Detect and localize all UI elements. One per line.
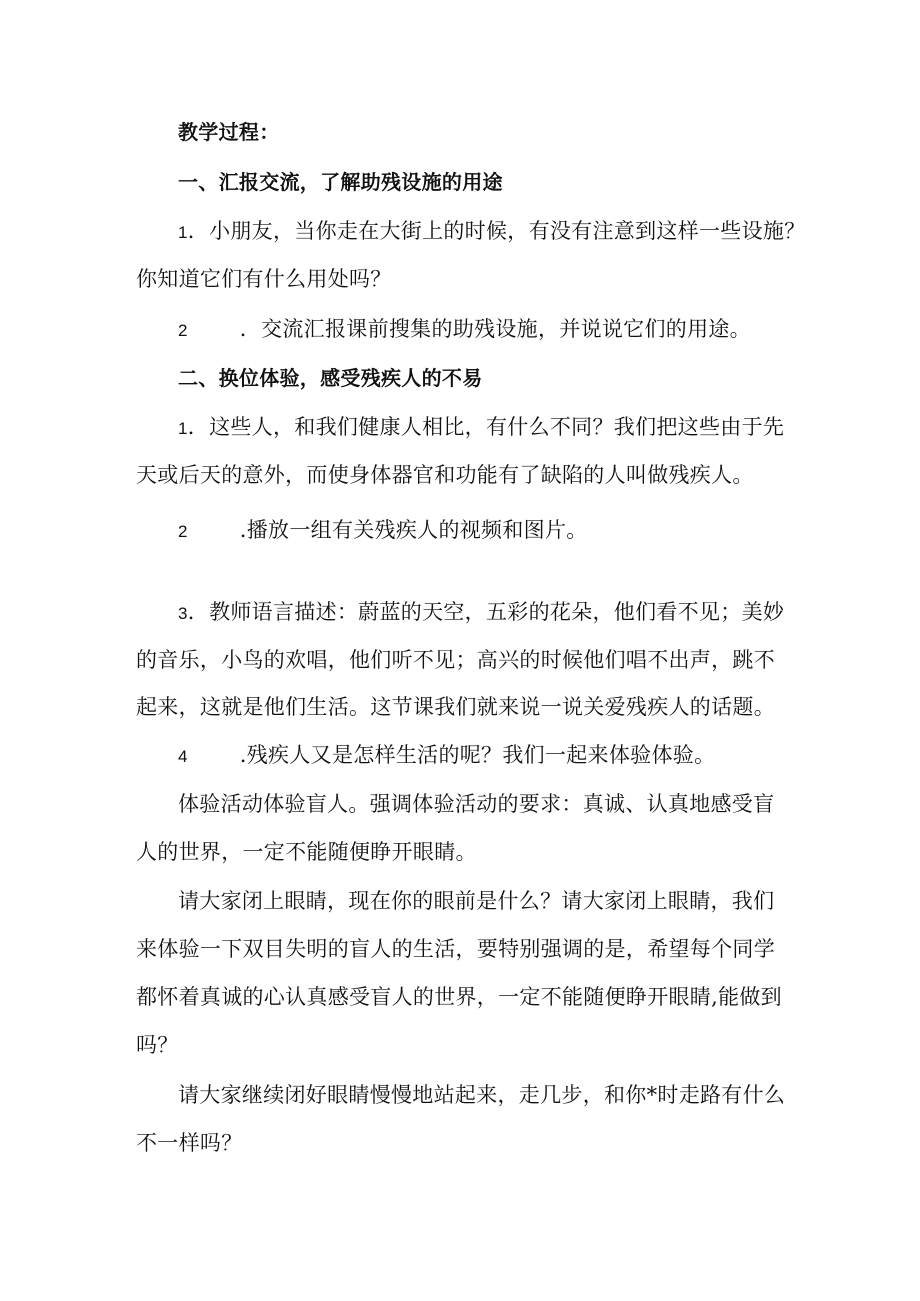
item-text: .播放一组有关残疾人的视频和图片。 (239, 518, 588, 542)
item-number: 2 (178, 522, 188, 541)
paragraph-blind-1-line-2: 人的世界，一定不能随便睁开眼睛。 (136, 840, 477, 864)
section-heading-1: 一、汇报交流，了解助残设施的用途 (178, 170, 503, 194)
item-number: 3 (178, 604, 188, 623)
item-text: ．小朋友，当你走在大街上的时候，有没有注意到这样一些设施？ (187, 219, 806, 243)
paragraph-blind-3-line-2: 不一样吗？ (136, 1131, 243, 1155)
paragraph-blind-1-line-1: 体验活动体验盲人。强调体验活动的要求：真诚、认真地感受盲 (178, 792, 775, 816)
paragraph-2-3-line-1 (178, 598, 784, 628)
paragraph-2-4 (178, 741, 715, 771)
paragraph-blind-2-line-1: 请大家闭上眼睛，现在你的眼前是什么？请大家闭上眼睛，我们 (178, 889, 775, 913)
item-text: .残疾人又是怎样生活的呢？我们一起来体验体验。 (239, 743, 716, 767)
item-number: 4 (178, 747, 188, 766)
paragraph-1-2 (178, 315, 751, 345)
paragraph-2-2 (178, 516, 588, 546)
paragraph-blind-3-line-1: 请大家继续闭好眼睛慢慢地站起来，走几步，和你*时走路有什么 (178, 1083, 786, 1107)
section-heading-2: 二、换位体验，感受残疾人的不易 (178, 366, 483, 390)
section-title: 教学过程： (178, 120, 280, 144)
paragraph-1-1-line-1 (178, 217, 805, 247)
paragraph-1-1-line-2: 你知道它们有什么用处吗？ (136, 267, 392, 291)
paragraph-blind-2-line-2: 来体验一下双目失明的盲人的生活，要特别强调的是，希望每个同学 (136, 937, 775, 961)
paragraph-2-3-line-2: 的音乐，小鸟的欢唱，他们听不见；高兴的时候他们唱不出声，跳不 (136, 648, 775, 672)
item-number: 1 (178, 223, 188, 242)
item-number: 1 (178, 419, 188, 438)
paragraph-blind-2-line-3: 都怀着真诚的心认真感受盲人的世界，一定不能随便睁开眼睛,能做到 (136, 985, 782, 1009)
item-text: ．教师语言描述：蔚蓝的天空，五彩的花朵，他们看不见；美妙 (187, 600, 785, 624)
paragraph-2-3-line-3: 起来，这就是他们生活。这节课我们就来说一说关爱残疾人的话题。 (136, 695, 775, 719)
item-text: ．这些人，和我们健康人相比，有什么不同？我们把这些由于先 (187, 415, 785, 439)
paragraph-2-1-line-2: 天或后天的意外，而使身体器官和功能有了缺陷的人叫做残疾人。 (136, 463, 754, 487)
paragraph-2-1-line-1 (178, 413, 784, 443)
item-number: 2 (178, 321, 188, 340)
item-text: ．交流汇报课前搜集的助残设施，并说说它们的用途。 (239, 317, 751, 341)
paragraph-blind-2-line-4: 吗？ (136, 1033, 179, 1057)
